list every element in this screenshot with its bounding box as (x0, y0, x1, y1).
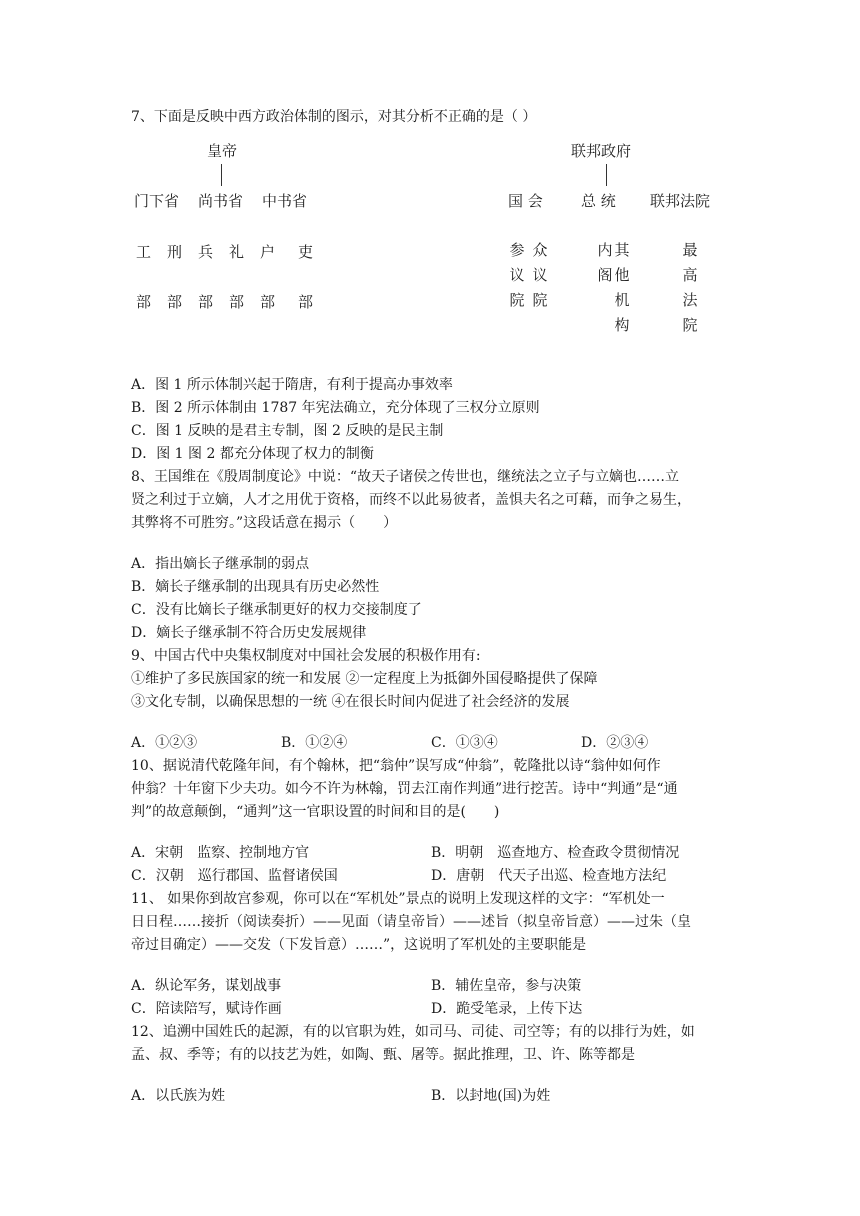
diagram2-col-house (530, 238, 550, 313)
q11-stem-line1: 11、 如果你到故宫参观，你可以在“军机处”景点的说明上发现这样的文字：“军机处一 (131, 891, 665, 907)
diagram2-col5-char: 院 (682, 316, 698, 334)
q10-option-d: D．唐朝 代天子出巡、检查地方法纪 (431, 868, 667, 884)
q11-option-a: A．纵论军务，谋划战事 (131, 978, 282, 994)
diagram1-r1-5: 户 (260, 243, 276, 261)
diagram1-r1-1: 工 (136, 243, 152, 261)
diagram1-r2-5: 部 (260, 293, 276, 311)
q9-option-d: D．②③④ (581, 735, 649, 751)
q7-stem: 7、下面是反映中西方政治体制的图示，对其分析不正确的是（ ） (131, 109, 537, 125)
diagram2-col1-char: 院 (509, 291, 525, 309)
q9-option-c: C．①③④ (431, 735, 498, 751)
q12-stem-line2: 孟、叔、季等；有的以技艺为姓，如陶、甄、屠等。据此推理，卫、许、陈等都是 (131, 1047, 635, 1063)
q7-option-d: D．图 1 图 2 都充分体现了权力的制衡 (131, 446, 374, 462)
diagram2-col3-char: 内 (597, 241, 613, 259)
q8-stem-line3: 其弊将不可胜穷。”这段话意在揭示（ ） (131, 515, 398, 531)
q9-stem-line3: ③文化专制，以确保思想的一统 ④在很长时间内促进了社会经济的发展 (131, 694, 570, 710)
diagram2-level2-2: 总 统 (581, 192, 616, 210)
q12-option-b: B．以封地(国)为姓 (431, 1088, 551, 1104)
q10-stem-line2: 仲翁？十年窗下少夫功。如今不许为林翰，罚去江南作判通”进行挖苦。诗中“判通”是“通 (131, 781, 678, 797)
q10-option-a: A．宋朝 监察、控制地方官 (131, 845, 310, 861)
diagram1-r1-6: 吏 (298, 243, 314, 261)
diagram2-level2-3: 联邦法院 (650, 192, 711, 210)
diagram1-level2-2: 尚书省 (198, 192, 244, 210)
q8-stem-line2: 贤之利过于立嫡，人才之用优于资格，而终不以此易彼者，盖惧夫名之可藉，而争之易生， (131, 492, 691, 508)
q8-option-a: A．指出嫡长子继承制的弱点 (131, 556, 310, 572)
q9-stem-line1: 9、中国古代中央集权制度对中国社会发展的积极作用有: (131, 648, 481, 664)
q11-stem-line3: 帝过目确定）——交发（下发旨意）……”，这说明了军机处的主要职能是 (131, 937, 587, 953)
q8-option-d: D．嫡长子继承制不符合历史发展规律 (131, 625, 367, 641)
diagram1-r2-4: 部 (229, 293, 245, 311)
q8-option-b: B．嫡长子继承制的出现具有历史必然性 (131, 579, 380, 595)
q8-stem-line1: 8、王国维在《殷周制度论》中说：“故天子诸侯之传世也，继统法之立子与立嫡也……立 (131, 469, 680, 485)
diagram1-r1-4: 礼 (229, 243, 245, 261)
q10-option-b: B．明朝 巡查地方、检查政令贯彻情况 (431, 845, 680, 861)
diagram2-col1-char: 参 (509, 241, 525, 259)
diagram2-col3-char: 阁 (597, 266, 613, 284)
diagram2-col-other-agencies (612, 238, 632, 338)
diagram1-connector (221, 164, 222, 186)
diagram1-r1-3: 兵 (198, 243, 214, 261)
diagram2-level2-1: 国 会 (508, 192, 543, 210)
diagram2-col4-char: 他 (614, 266, 630, 284)
q7-option-b: B．图 2 所示体制由 1787 年宪法确立，充分体现了三权分立原则 (131, 400, 540, 416)
diagram2-col4-char: 其 (614, 241, 630, 259)
q10-stem-line1: 10、据说清代乾隆年间，有个翰林，把“翁仲”误写成“仲翁”，乾隆批以诗“翁仲如何作 (131, 758, 661, 774)
q9-stem-line2: ①维护了多民族国家的统一和发展 ②一定程度上为抵御外国侵略提供了保障 (131, 671, 598, 687)
diagram2-col-senate (507, 238, 527, 313)
q11-stem-line2: 日日程……接折（阅读奏折）——见面（请皇帝旨）——述旨（拟皇帝旨意）——过朱（皇 (131, 914, 691, 930)
q8-option-c: C．没有比嫡长子继承制更好的权力交接制度了 (131, 602, 422, 618)
q11-option-d: D．跪受笔录，上传下达 (431, 1001, 583, 1017)
q10-stem-line3: 判”的故意颠倒，“通判”这一官职设置的时间和目的是( ) (131, 804, 500, 820)
diagram1-r2-1: 部 (136, 293, 152, 311)
diagram1-r1-2: 刑 (167, 243, 183, 261)
q7-option-c: C．图 1 反映的是君主专制，图 2 反映的是民主制 (131, 423, 444, 439)
diagram1-r2-3: 部 (198, 293, 214, 311)
q9-option-b: B．①②④ (281, 735, 348, 751)
q11-option-c: C．陪读陪写，赋诗作画 (131, 1001, 282, 1017)
diagram2-connector (606, 164, 607, 186)
diagram1-level2-1: 门下省 (134, 192, 180, 210)
diagram2-col1-char: 议 (509, 266, 525, 284)
q7-option-a: A．图 1 所示体制兴起于隋唐，有利于提高办事效率 (131, 377, 453, 393)
q9-option-a: A．①②③ (131, 735, 198, 751)
diagram2-col-supreme-court (680, 238, 700, 338)
q11-option-b: B．辅佐皇帝，参与决策 (431, 978, 582, 994)
q10-option-c: C．汉朝 巡行郡国、监督诸侯国 (131, 868, 338, 884)
diagram1-r2-2: 部 (167, 293, 183, 311)
diagram1-top: 皇帝 (207, 142, 238, 160)
diagram2-col4-char: 机 (614, 291, 630, 309)
q12-option-a: A．以氏族为姓 (131, 1088, 226, 1104)
diagram1-level2-3: 中书省 (262, 192, 308, 210)
q12-stem-line1: 12、追溯中国姓氏的起源，有的以官职为姓，如司马、司徒、司空等；有的以排行为姓，如 (131, 1024, 695, 1040)
diagram1-r2-6: 部 (298, 293, 314, 311)
diagram2-col2-char: 议 (532, 266, 548, 284)
diagram2-col5-char: 最 (682, 241, 698, 259)
diagram2-col2-char: 院 (532, 291, 548, 309)
diagram2-col5-char: 高 (682, 266, 698, 284)
diagram2-col5-char: 法 (682, 291, 698, 309)
diagram2-top: 联邦政府 (571, 142, 632, 160)
diagram2-col2-char: 众 (532, 241, 548, 259)
diagram2-col4-char: 构 (614, 316, 630, 334)
